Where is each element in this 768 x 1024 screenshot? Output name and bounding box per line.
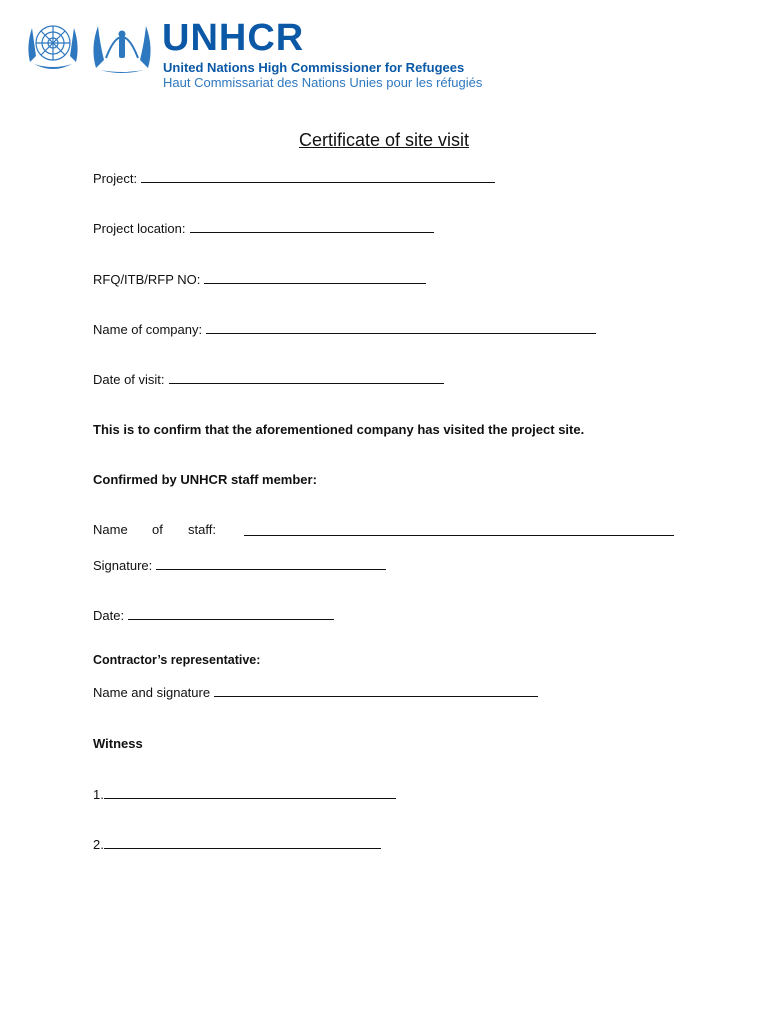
staff-name-word-3: staff: <box>188 522 216 537</box>
witness-item-1-number: 1. <box>93 787 104 802</box>
staff-date-label: Date: <box>93 608 125 623</box>
signature-blank[interactable] <box>156 558 386 570</box>
rfq-blank[interactable] <box>204 272 426 284</box>
witness-item-1 <box>93 787 396 803</box>
rfq-row <box>93 272 426 288</box>
staff-section-heading: Confirmed by UNHCR staff member: <box>93 472 317 487</box>
signature-row <box>93 558 386 574</box>
page-title: Certificate of site visit <box>298 130 470 150</box>
company-blank[interactable] <box>206 322 596 334</box>
signature-label: Signature: <box>93 558 153 573</box>
staff-date-row <box>93 608 334 624</box>
brand-subtitle-english: United Nations High Commissioner for Refugees <box>163 60 465 75</box>
company-label: Name of company: <box>93 322 203 337</box>
contractor-section-heading: Contractor’s representative: <box>93 653 261 667</box>
unhcr-emblem-icon <box>88 14 156 76</box>
staff-name-word-2: of <box>152 522 163 537</box>
witness-item-2 <box>93 837 381 853</box>
project-location-label: Project location: <box>93 221 186 236</box>
date-of-visit-blank[interactable] <box>169 372 444 384</box>
witness-item-2-blank[interactable] <box>104 837 381 849</box>
staff-date-blank[interactable] <box>128 608 334 620</box>
un-emblem-icon <box>20 16 86 76</box>
staff-name-blank[interactable] <box>244 524 674 536</box>
witness-heading: Witness <box>93 736 143 751</box>
witness-item-2-number: 2. <box>93 837 104 852</box>
confirmation-statement: This is to confirm that the aforementioned company has visited the project site. <box>93 422 585 437</box>
project-location-blank[interactable] <box>190 221 434 233</box>
company-row <box>93 322 596 338</box>
staff-name-word-1: Name <box>93 522 128 537</box>
brand-subtitle-french: Haut Commissariat des Nations Unies pour les réfugiés <box>163 75 483 90</box>
project-location-row <box>93 221 434 237</box>
brand-name: UNHCR <box>162 17 305 59</box>
project-row <box>93 171 495 187</box>
contractor-name-signature-row <box>93 685 538 701</box>
witness-item-1-blank[interactable] <box>104 787 396 799</box>
contractor-name-signature-label: Name and signature <box>93 685 211 700</box>
date-of-visit-row <box>93 372 444 388</box>
project-label: Project: <box>93 171 138 186</box>
date-of-visit-label: Date of visit: <box>93 372 165 387</box>
rfq-label: RFQ/ITB/RFP NO: <box>93 272 201 287</box>
contractor-name-signature-blank[interactable] <box>214 685 538 697</box>
project-blank[interactable] <box>141 171 495 183</box>
